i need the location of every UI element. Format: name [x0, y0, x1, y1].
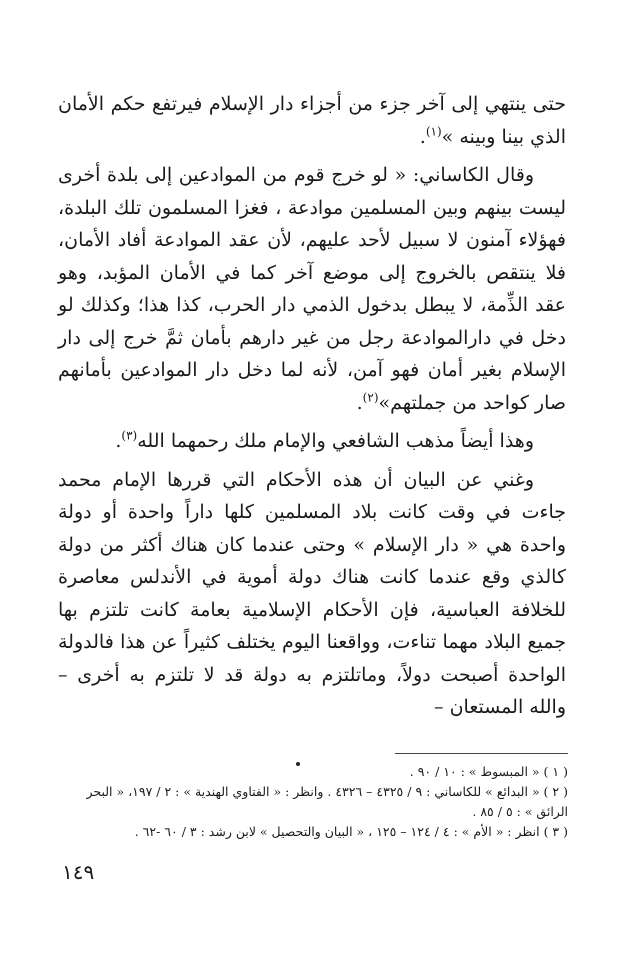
- footnote-ref-3: (٣): [121, 428, 138, 443]
- paragraph-1: [58, 88, 566, 153]
- footnote-2: ( ٢ ) « البدائع » للكاساني : ٩ / ٤٣٢٥ – ٤٣٢٦ . وانظر : « الفتاوي الهندية » : ٢ / ١٩٧، « البحر الرائق » : ٥ / ٨٥ .: [86, 784, 568, 819]
- footnote-3: ( ٣ ) انظر : « الأم » : ٤ / ١٢٤ – ١٢٥ ، « البيان والتحصيل » لابن رشد : ٣ / ٦٠ -٦٢ .: [134, 824, 568, 839]
- footnote-separator: [395, 753, 568, 754]
- paragraph-1-text: حتى ينتهي إلى آخر جزء من أجزاء دار الإسلام فيرتفع حكم الأمان الذي بينا وبينه »: [58, 93, 566, 148]
- paragraph-2-text: وقال الكاساني: « لو خرج قوم من الموادعين إلى بلدة أخرى ليست بينهم وبين المسلمين موادعة ، فغزا المسلمون تلك البلدة، فهؤلاء آمنون لا سبيل لأحد عليهم، لأن عقد الموادعة أفاد الأمان، فلا ينتقص بالخروج إلى موضع آخر كما في الأمان المؤبد، وهو عقد الذِّمة، لا يبطل بدخول الذمي دار الحرب، كذا هذا؛ وكذلك لو دخل في دارالموادعة رجل من غير دارهم بأمان ثمَّ خرج إلى دار الإسلام بغير أمان فهو آمن، لأنه لما دخل دار الموادعين بأمانهم صار كواحد من جملتهم»: [58, 164, 566, 414]
- paragraph-4-text: وغني عن البيان أن هذه الأحكام التي قررها الإمام محمد جاءت في وقت كانت بلاد المسلمين كلها داراً واحدة أو دولة واحدة هي « دار الإسلام » وحتى عندما كان هناك أكثر من دولة كالذي وقع عندما كانت هناك دولة أموية في الأندلس معاصرة للخلافة العباسية، فإن الأحكام الإسلامية بعامة كانت تلتزم بها جميع البلاد مهما تناءت، وواقعنا اليوم يختلف كثيراً عن هذا فالدولة الواحدة أصبحت دولاً، وماتلتزم به دولة قد لا تلتزم به أخرى – والله المستعان –: [58, 468, 566, 718]
- footnote-ref-2: (٢): [362, 390, 379, 405]
- footnotes: [56, 762, 568, 842]
- footnote-1: ( ١ ) « المبسوط » : ١٠ / ٩٠ .: [409, 764, 568, 779]
- paragraph-4: [58, 464, 566, 724]
- paragraph-3: [58, 425, 566, 458]
- page-number: ١٤٩: [62, 860, 95, 884]
- footnote-ref-1: (١): [425, 124, 442, 139]
- paragraph-1-end: .: [419, 125, 426, 148]
- paragraph-3-end: .: [115, 430, 122, 452]
- main-text: [58, 88, 566, 724]
- paragraph-2-end: .: [356, 391, 363, 414]
- paragraph-2: [58, 159, 566, 419]
- paragraph-3-text: وهذا أيضاً مذهب الشافعي والإمام ملك رحمهما الله: [137, 430, 534, 452]
